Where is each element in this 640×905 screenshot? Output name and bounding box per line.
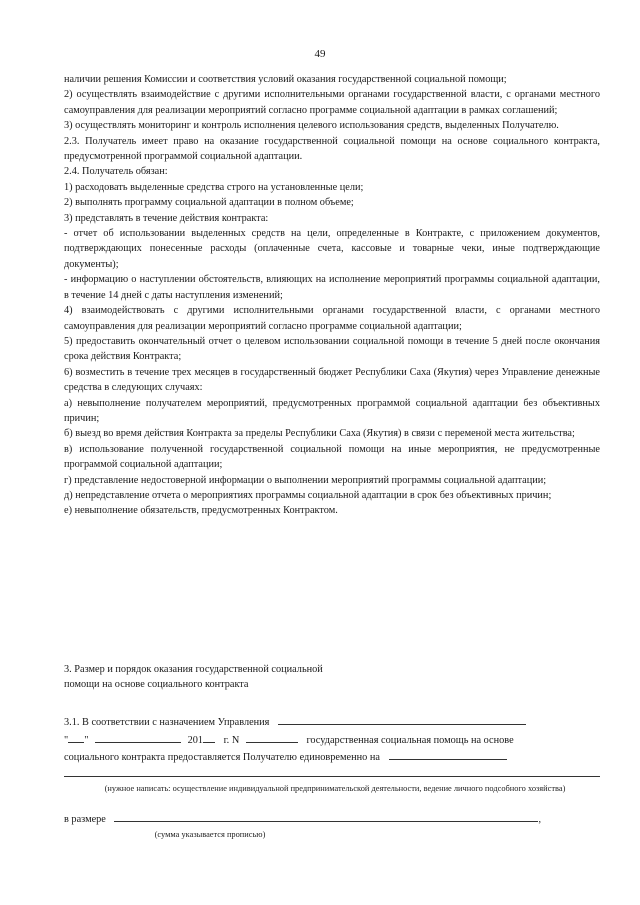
quote-close: " bbox=[84, 734, 89, 746]
day-blank[interactable] bbox=[68, 731, 84, 743]
paragraph: наличии решения Комиссии и соответствия условий оказания государственной социальной помощи; bbox=[64, 74, 507, 85]
paragraph: 2.3. Получатель имеет право на оказание государственной социальной помощи на основе социального контракта, предусмотренной программой социальной адаптации. bbox=[64, 135, 600, 163]
section-heading bbox=[64, 662, 464, 693]
paragraph: 3) представлять в течение действия контракта: bbox=[64, 212, 269, 224]
amount-comma: , bbox=[538, 814, 542, 825]
management-name-blank[interactable] bbox=[278, 713, 526, 725]
section-title-line: 3. Размер и порядок оказания государственной социальной bbox=[64, 664, 323, 675]
paragraph: 2.4. Получатель обязан: bbox=[64, 166, 168, 178]
page-number: 49 bbox=[314, 48, 326, 60]
form-line-1-label: 3.1. В соответствии с назначением Управления bbox=[64, 717, 270, 728]
paragraph: - отчет об использовании выделенных средств на цели, определенные в Контракте, с приложением документов, подтверждающих понесенные расходы (оплаченные счета, кассовые и товарные чеки, иные подтверждающие документы); bbox=[64, 228, 600, 270]
quote-open: " bbox=[64, 734, 69, 746]
form-line-3-label: социального контракта предоставляется Получателю единовременно на bbox=[64, 752, 380, 764]
paragraph: 2) осуществлять взаимодействие с другими исполнительными органами государственной власти, с органами местного самоуправления для реализации мероприятий согласно программе социальной адаптации в рамках соглашений; bbox=[64, 89, 600, 116]
paragraph: 4) взаимодействовать с другими исполнительными органами государственной власти, с органами местного самоуправления для реализации мероприятий согласно программе социальной адаптации; bbox=[64, 305, 600, 332]
month-blank[interactable] bbox=[95, 731, 181, 743]
year-blank[interactable] bbox=[203, 731, 215, 743]
purpose-hint: (нужное написать: осуществление индивидуальной предпринимательской деятельности, ведение личного подсобного хозяйства) bbox=[104, 784, 566, 793]
paragraph: в) использование полученной государственной социальной помощи на иные мероприятия, не предусмотренные программой социальной адаптации; bbox=[64, 443, 600, 471]
form-line-2-tail: государственная социальная помощь на основе bbox=[306, 734, 514, 746]
paragraph: - информацию о наступлении обстоятельств, влияющих на исполнение мероприятий программы социальной адаптации, в течение 14 дней с даты наступления изменений; bbox=[64, 274, 600, 301]
paragraph: 1) расходовать выделенные средства строго на установленные цели; bbox=[64, 181, 364, 193]
amount-blank[interactable] bbox=[114, 810, 538, 822]
paragraph: д) непредставление отчета о мероприятиях программы социальной адаптации в срок без объективных причин; bbox=[64, 489, 552, 501]
paragraph: г) представление недостоверной информации о выполнении мероприятий программы социальной адаптации; bbox=[64, 474, 547, 486]
body-text bbox=[64, 72, 600, 519]
form-line-1 bbox=[64, 713, 600, 731]
paragraph: б) выезд во время действия Контракта за пределы Республики Саха (Якутия) в связи с переменой места жительства; bbox=[64, 428, 575, 440]
amount-label: в размере bbox=[64, 814, 106, 825]
purpose-line[interactable] bbox=[64, 776, 600, 777]
paragraph: 5) предоставить окончательный отчет о целевом использовании социальной помощи в течение 5 дней после окончания срока действия Контракта; bbox=[64, 335, 600, 363]
purpose-blank[interactable] bbox=[389, 748, 507, 760]
form-line-3 bbox=[64, 748, 600, 766]
amount-hint: (сумма указывается прописью) bbox=[154, 830, 266, 839]
form-block bbox=[64, 713, 600, 766]
paragraph: а) невыполнение получателем мероприятий, предусмотренных программой социальной адаптации без объективных причин; bbox=[64, 397, 600, 424]
number-label: г. N bbox=[223, 734, 240, 746]
amount-row bbox=[64, 810, 600, 825]
number-blank[interactable] bbox=[246, 731, 298, 743]
paragraph: 3) осуществлять мониторинг и контроль исполнения целевого использования средств, выделенных Получателю. bbox=[64, 120, 559, 132]
paragraph: 6) возместить в течение трех месяцев в государственный бюджет Республики Саха (Якутия) через Управление денежные средства в следующих случаях: bbox=[64, 366, 600, 394]
year-prefix: 201 bbox=[187, 734, 204, 746]
paragraph: е) невыполнение обязательств, предусмотренных Контрактом. bbox=[64, 505, 338, 517]
paragraph: 2) выполнять программу социальной адаптации в полном объеме; bbox=[64, 197, 354, 209]
section-title-line: помощи на основе социального контракта bbox=[64, 679, 249, 691]
form-line-2 bbox=[64, 731, 600, 749]
